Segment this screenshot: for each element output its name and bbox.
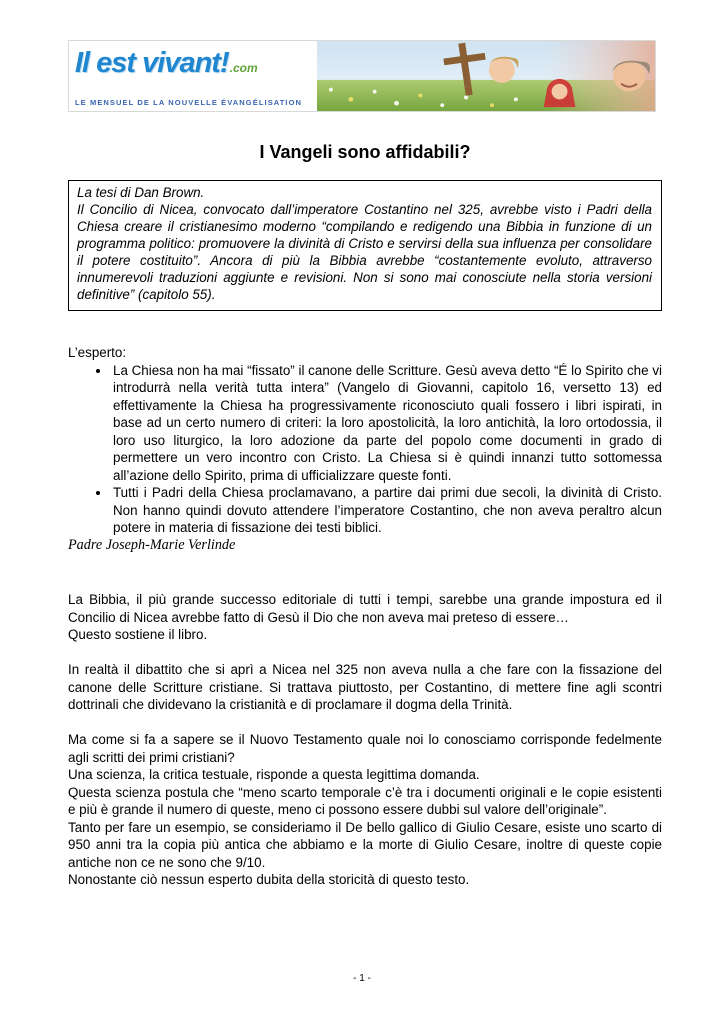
expert-section xyxy=(68,344,662,554)
thesis-body: Il Concilio di Nicea, convocato dall’imperatore Costantino nel 325, avrebbe visto i Padri della Chiesa creare il cristianesimo moderno “compilando e redigendo una Bibbia in funzione di un programma politico: promuovere la divinità di Cristo e servirsi della sua influenza per consolidare il potere costituito”. Ancora di più la Bibbia avrebbe “costantemente evoluto, attraverso innumerevoli traduzioni aggiunte e revisioni. Non si sono mai conosciute nella storia versioni definitive” (capitolo 55). xyxy=(77,202,652,302)
body-paragraph: Questo sostiene il libro. xyxy=(68,627,208,642)
page-title: I Vangeli sono affidabili? xyxy=(259,142,471,162)
logo-com-suffix: .com xyxy=(229,61,258,75)
body-paragraph: La Bibbia, il più grande successo editoriale di tutti i tempi, sarebbe una grande impostura ed il Concilio di Nicea avrebbe fatto di Gesù il Dio che non aveva mai preteso di essere… xyxy=(68,592,662,625)
expert-bullet-list xyxy=(68,362,662,537)
expert-bullet-item: • La Chiesa non ha mai “fissato” il canone delle Scritture. Gesù aveva detto “É lo Spirito che vi introdurrà nella verità tutta intera” (Vangelo di Giovanni, capitolo 16, versetto 13) ed effettivamente la Chiesa ha progressivamente riconosciuto quali fossero i libri ispirati, in base ad un certo numero di criteri: la loro apostolicità, la loro antichità, la loro ortodossia, il loro uso liturgico, la loro adozione da parte del popolo come documenti in grado di permettere un vero incontro con Cristo. La Chiesa si è quindi innanzi tutto sottomessa all’azione dello Spirito, prima di ufficializzare queste fonti. xyxy=(111,362,662,485)
logo-il-est-vivant-text: Il est vivant! xyxy=(75,47,229,79)
banner-logo-area xyxy=(69,41,317,111)
photo-collage xyxy=(317,41,655,111)
body-paragraph: Una scienza, la critica testuale, risponde a questa legittima domanda. xyxy=(68,767,480,782)
body-paragraph: In realtà il dibattito che si aprì a Nicea nel 325 non aveva nulla a che fare con la fissazione del canone delle Scritture cristiane. Si trattava piuttosto, per Costantino, di mettere fine agli scontri dottrinali che dividevano la cristianità e di proclamare il dogma della Trinità. xyxy=(68,662,662,712)
body-paragraph: Ma come si fa a sapere se il Nuovo Testamento quale noi lo conosciamo corrisponde fedelmente agli scritti dei primi cristiani? xyxy=(68,732,662,765)
magazine-logo xyxy=(75,47,313,80)
body-paragraph: Nonostante ciò nessun esperto dubita della storicità di questo testo. xyxy=(68,872,470,887)
body-paragraph: Tanto per fare un esempio, se consideriamo il De bello gallico di Giulio Cesare, esiste uno scarto di 950 anni tra la copia più antica che abbiamo e la morte di Giulio Cesare, inoltre di queste copie antiche non ce ne sono che 9/10. xyxy=(68,819,662,870)
thesis-box xyxy=(68,180,662,311)
magazine-header-banner xyxy=(68,40,656,112)
author-signature: Padre Joseph-Marie Verlinde xyxy=(68,536,236,553)
document-content xyxy=(68,40,662,889)
body-paragraph: Questa scienza postula che “meno scarto temporale c’è tra i documenti originali e le copie esistenti e più è grande il numero di queste, meno ci possono essere dubbi sul valore dell’originale”. xyxy=(68,784,662,817)
article-body xyxy=(68,591,662,889)
page-number: - 1 - xyxy=(353,973,371,984)
expert-intro: L’esperto: xyxy=(68,345,127,360)
photo-collage-graphic xyxy=(317,41,655,111)
expert-bullet-item: • Tutti i Padri della Chiesa proclamavano, a partire dai primi due secoli, la divinità di Cristo. Non hanno quindi dovuto attendere l’imperatore Costantino, che non aveva peraltro alcun potere in materia di fissazione dei testi biblici. xyxy=(111,484,662,537)
thesis-intro: La tesi di Dan Brown. xyxy=(77,185,205,200)
magazine-tagline: LE MENSUEL DE LA NOUVELLE ÉVANGÉLISATION xyxy=(75,98,303,107)
